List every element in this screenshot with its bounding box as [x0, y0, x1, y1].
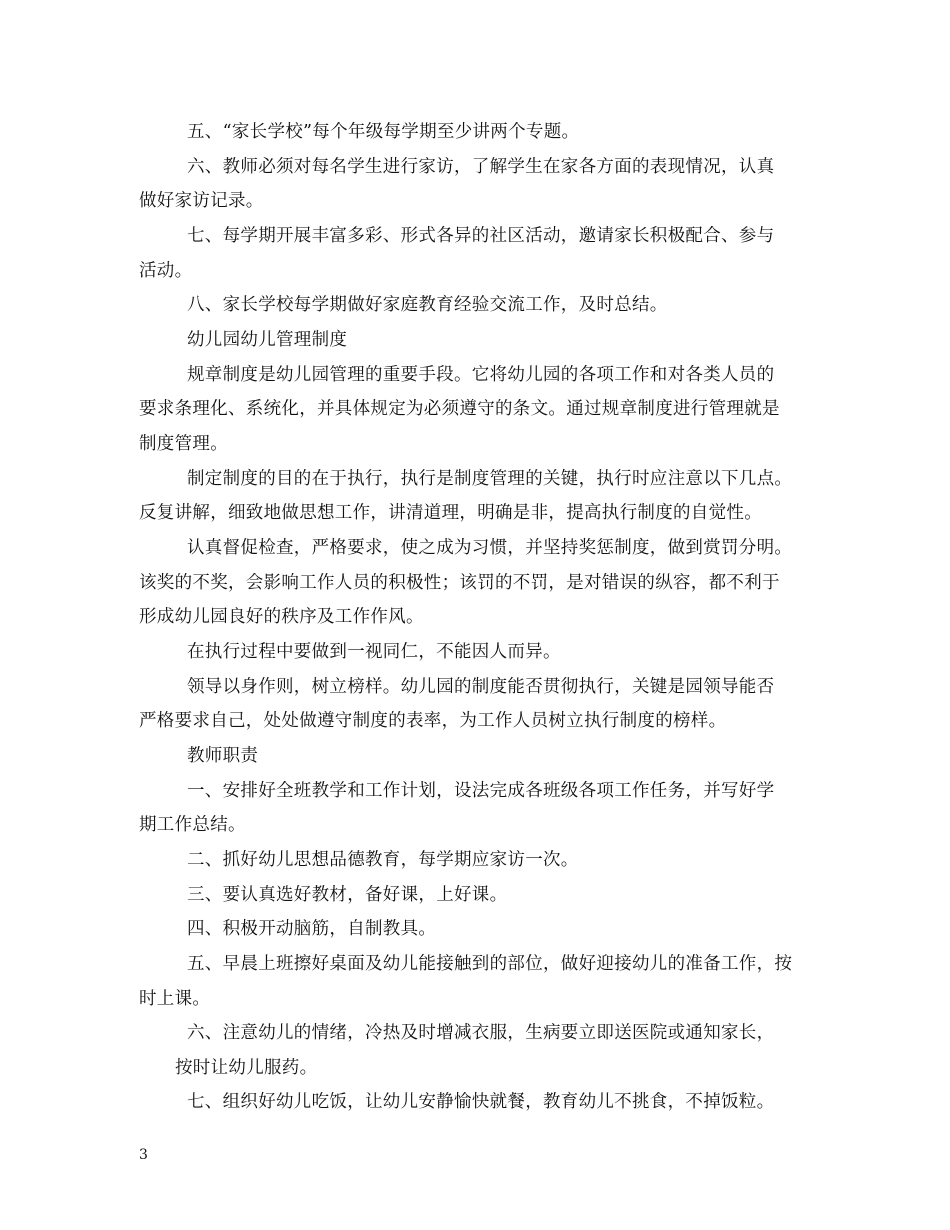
- text-line: 规章制度是幼儿园管理的重要手段。它将幼儿园的各项工作和对各类人员的: [187, 365, 775, 385]
- text-line: 活动。: [139, 261, 193, 281]
- text-line: 二、抓好幼儿思想品德教育，每学期应家访一次。: [187, 850, 579, 870]
- text-line: 一、安排好全班教学和工作计划，设法完成各班级各项工作任务，并写好学: [187, 781, 775, 801]
- text-line: 做好家访记录。: [139, 191, 264, 211]
- page-number: 3: [139, 1147, 148, 1163]
- text-line: 期工作总结。: [139, 815, 246, 835]
- text-line: 严格要求自己，处处做遵守制度的表率，为工作人员树立执行制度的榜样。: [139, 711, 727, 731]
- section-heading: 幼儿园幼儿管理制度: [187, 330, 348, 350]
- text-line: 认真督促检查，严格要求，使之成为习惯，并坚持奖惩制度，做到赏罚分明。: [187, 538, 793, 558]
- section-heading: 教师职责: [187, 746, 259, 766]
- text-line: 形成幼儿园良好的秩序及工作作风。: [139, 607, 424, 627]
- text-line: 时上课。: [139, 989, 211, 1009]
- text-line: 七、组织好幼儿吃饭，让幼儿安静愉快就餐，教育幼儿不挑食，不掉饭粒。: [187, 1092, 775, 1112]
- text-line: 在执行过程中要做到一视同仁，不能因人而异。: [187, 642, 561, 662]
- text-line: 五、早晨上班擦好桌面及幼儿能接触到的部位，做好迎接幼儿的准备工作，按: [187, 954, 793, 974]
- text-line: 制度管理。: [139, 434, 228, 454]
- text-line: 六、注意幼儿的情绪，冷热及时增减衣服，生病要立即送医院或通知家长，: [187, 1023, 775, 1043]
- text-line: 四、积极开动脑筋，自制教具。: [187, 919, 437, 939]
- text-line: 五、“家长学校”每个年级每学期至少讲两个专题。: [187, 122, 580, 142]
- text-line: 制定制度的目的在于执行，执行是制度管理的关键，执行时应注意以下几点。: [187, 469, 793, 489]
- text-line: 要求条理化、系统化，并具体规定为必须遵守的条文。通过规章制度进行管理就是: [139, 399, 780, 419]
- text-line: 按时让幼儿服药。: [175, 1058, 318, 1078]
- text-line: 反复讲解，细致地做思想工作，讲清道理，明确是非，提高执行制度的自觉性。: [139, 503, 762, 523]
- text-line: 该奖的不奖，会影响工作人员的积极性；该罚的不罚，是对错误的纵容，都不利于: [139, 573, 780, 593]
- text-line: 七、每学期开展丰富多彩、形式各异的社区活动，邀请家长积极配合、参与: [187, 226, 775, 246]
- text-line: 六、教师必须对每名学生进行家访，了解学生在家各方面的表现情况，认真: [187, 157, 775, 177]
- text-line: 三、要认真选好教材，备好课，上好课。: [187, 885, 508, 905]
- text-line: 八、家长学校每学期做好家庭教育经验交流工作，及时总结。: [187, 295, 668, 315]
- text-line: 领导以身作则，树立榜样。幼儿园的制度能否贯彻执行，关键是园领导能否: [187, 677, 775, 697]
